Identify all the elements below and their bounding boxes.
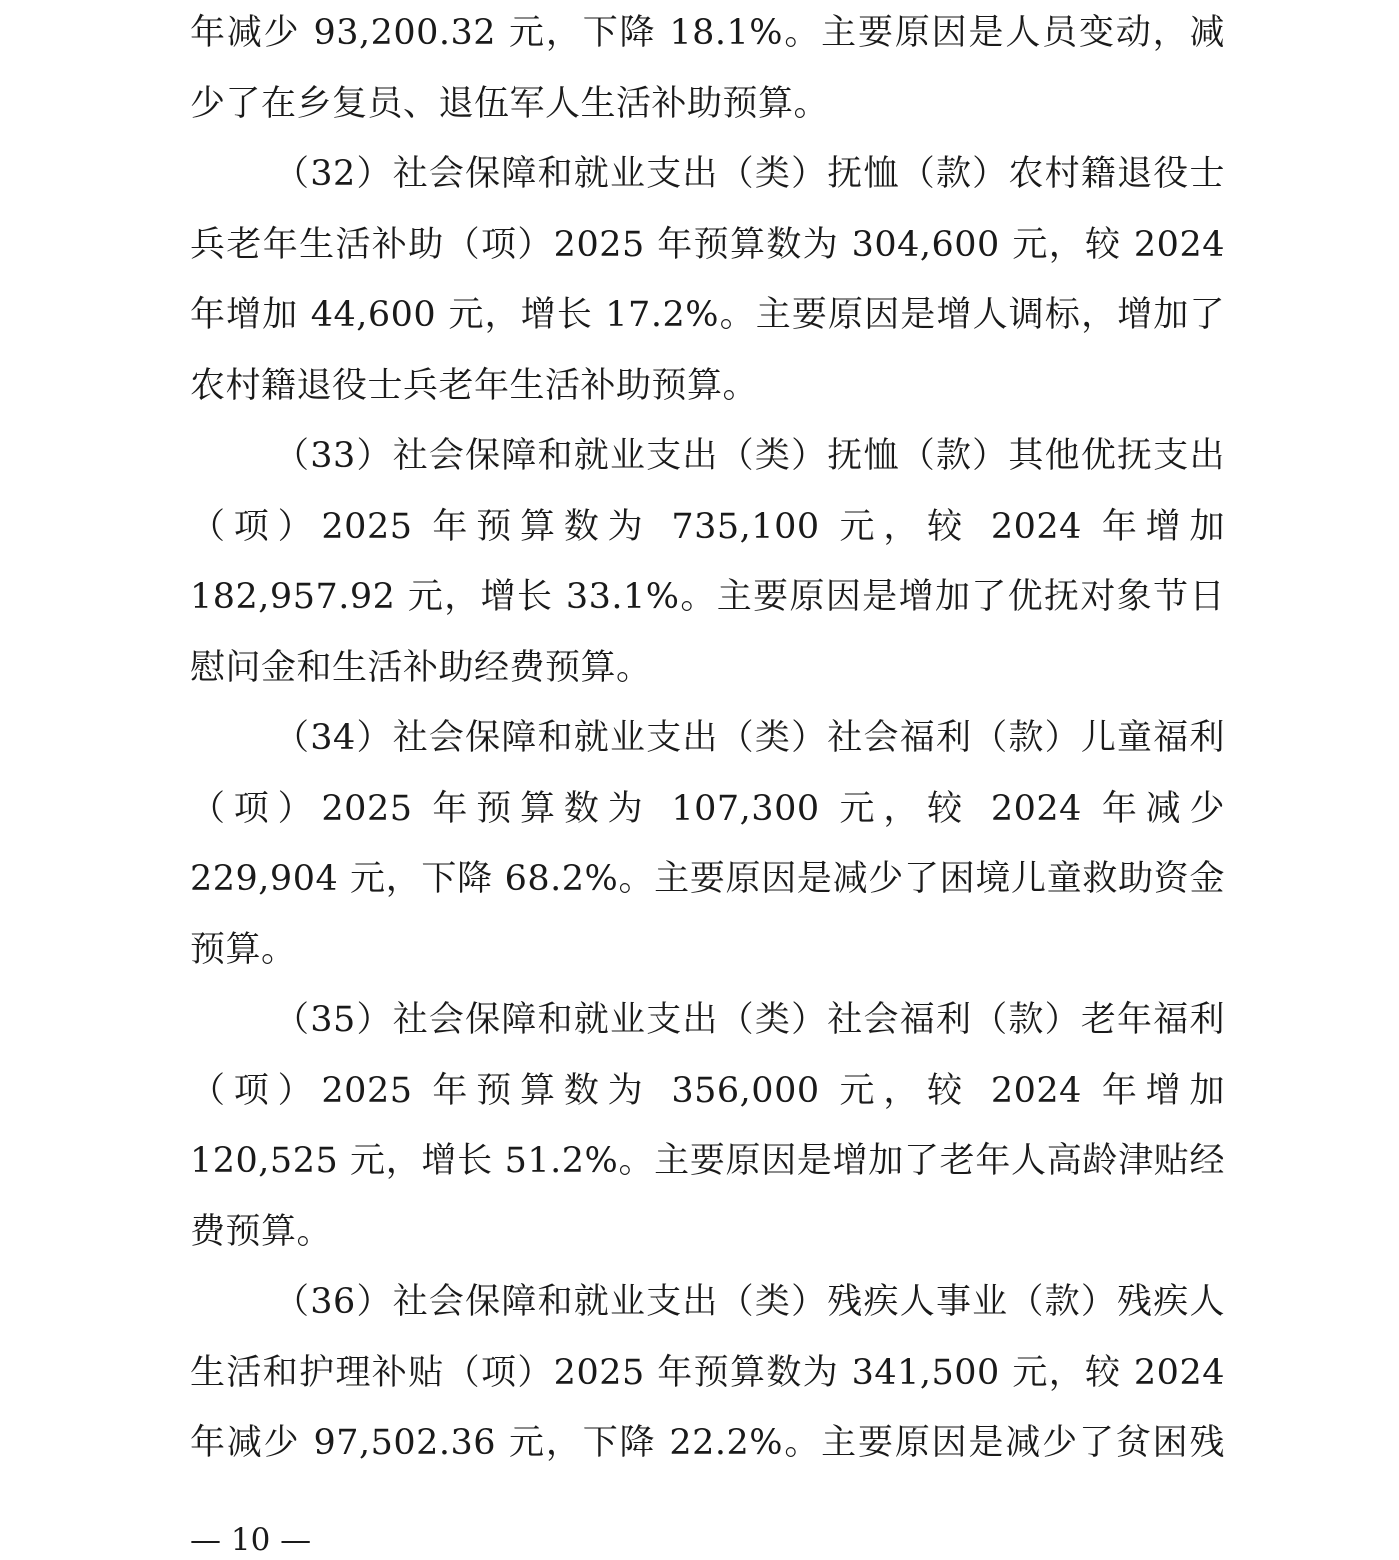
paragraph-34: （34）社会保障和就业支出（类）社会福利（款）儿童福利（项）2025 年预算数为 107,300 元，较 2024 年减少 229,904 元，下降 68.2%。主要原因是减少了困境儿童救助资金预算。 bbox=[190, 718, 1225, 970]
paragraph-continuation-31: 年减少 93,200.32 元，下降 18.1%。主要原因是人员变动，减少了在乡复员、退伍军人生活补助预算。 bbox=[190, 13, 1225, 124]
paragraph-32: （32）社会保障和就业支出（类）抚恤（款）农村籍退役士兵老年生活补助（项）2025 年预算数为 304,600 元，较 2024 年增加 44,600 元，增长 17.2%。主要原因是增人调标，增加了农村籍退役士兵老年生活补助预算。 bbox=[190, 154, 1225, 406]
paragraph-33: （33）社会保障和就业支出（类）抚恤（款）其他优抚支出（项）2025 年预算数为 735,100 元，较 2024 年增加 182,957.92 元，增长 33.1%。主要原因是增加了优抚对象节日慰问金和生活补助经费预算。 bbox=[190, 436, 1225, 688]
page-number: — 10 — bbox=[190, 1522, 312, 1558]
paragraph-36: （36）社会保障和就业支出（类）残疾人事业（款）残疾人生活和护理补贴（项）2025 年预算数为 341,500 元，较 2024 年减少 97,502.36 元，下降 22.2%。主要原因是减少了贫困残 bbox=[190, 1282, 1225, 1463]
document-body bbox=[190, 0, 1225, 1490]
paragraph-35: （35）社会保障和就业支出（类）社会福利（款）老年福利（项）2025 年预算数为 356,000 元，较 2024 年增加 120,525 元，增长 51.2%。主要原因是增加了老年人高龄津贴经费预算。 bbox=[190, 1000, 1225, 1252]
